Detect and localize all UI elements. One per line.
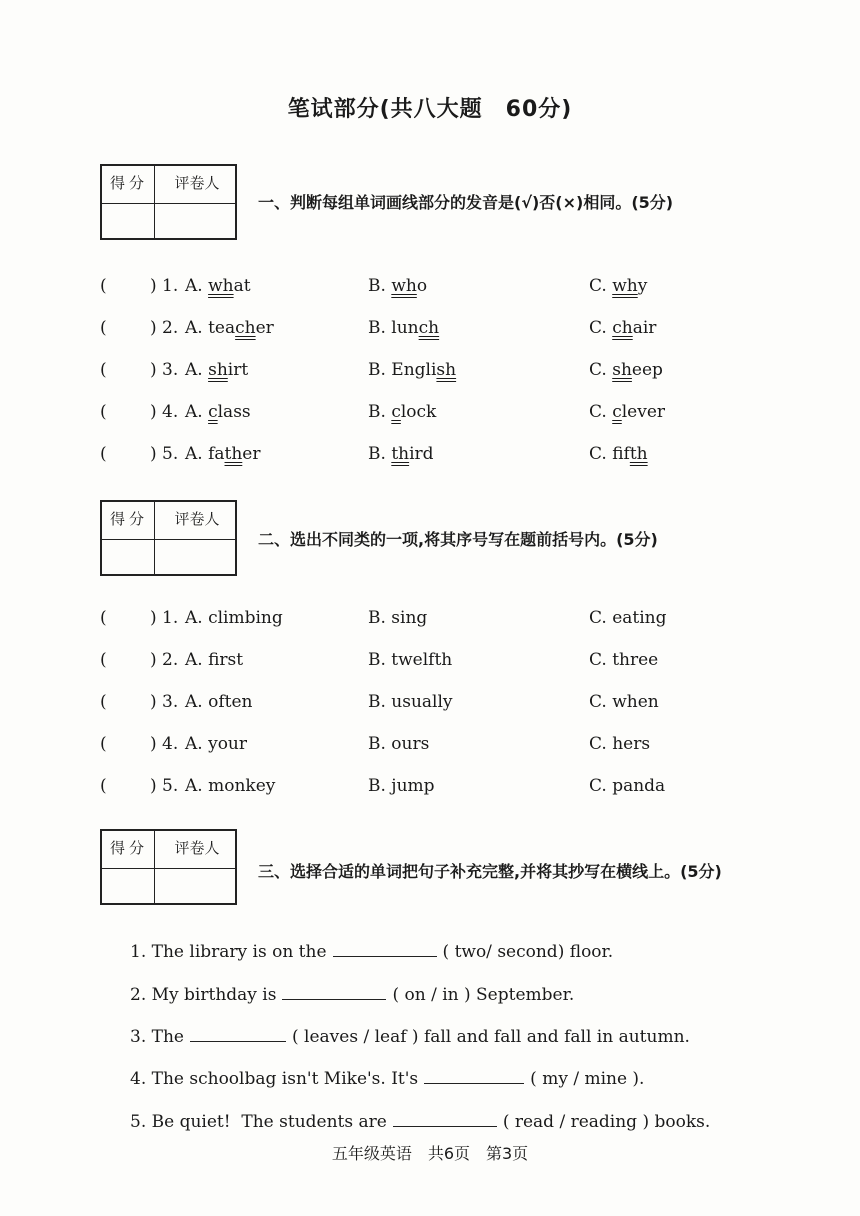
question-text: 2. My birthday is <box>130 985 277 1005</box>
grader-label: 评卷人 <box>174 839 220 857</box>
answer-paren-right: ) <box>150 734 157 754</box>
answer-paren-right: ) <box>150 650 157 670</box>
question-row <box>0 776 860 802</box>
option-c: C. chair <box>589 318 657 338</box>
question-row <box>0 402 860 428</box>
option-a: A. climbing <box>185 608 283 628</box>
answer-blank[interactable] <box>190 1027 286 1042</box>
question-options: ( my / mine ). <box>530 1069 645 1089</box>
answer-blank[interactable] <box>333 942 437 957</box>
question-number: 2. <box>162 318 179 338</box>
page-title: 笔试部分(共八大题 60分) <box>287 97 573 122</box>
underlined-letters: wh <box>612 276 638 296</box>
answer-paren-left[interactable]: ( <box>100 608 107 628</box>
answer-paren-right: ) <box>150 276 157 296</box>
option-b: B. twelfth <box>368 650 453 670</box>
answer-paren-left[interactable]: ( <box>100 444 107 464</box>
answer-paren-left[interactable]: ( <box>100 360 107 380</box>
question-row <box>0 692 860 718</box>
underlined-letters: wh <box>391 276 417 296</box>
underlined-letters: sh <box>208 360 228 380</box>
answer-paren-left[interactable]: ( <box>100 402 107 422</box>
question-number: 5. <box>162 776 179 796</box>
option-b: B. jump <box>368 776 435 796</box>
answer-paren-left[interactable]: ( <box>100 276 107 296</box>
option-a: A. first <box>185 650 244 670</box>
score-label: 得分 <box>109 174 148 192</box>
question-row <box>0 650 860 676</box>
question-row <box>0 734 860 760</box>
question-number: 1. <box>162 608 179 628</box>
option-b: B. clock <box>368 402 437 422</box>
grader-label: 评卷人 <box>174 174 220 192</box>
page-footer: 五年级英语 共6页 第3页 <box>331 1144 529 1163</box>
question-text: 4. The schoolbag isn't Mike's. It's <box>130 1069 419 1089</box>
answer-paren-right: ) <box>150 692 157 712</box>
underlined-letters: th <box>629 444 648 464</box>
answer-paren-right: ) <box>150 402 157 422</box>
option-a: A. father <box>185 444 261 464</box>
option-b: B. who <box>368 276 428 296</box>
underlined-letters: th <box>391 444 410 464</box>
option-c: C. sheep <box>589 360 663 380</box>
question-number: 2. <box>162 650 179 670</box>
answer-paren-left[interactable]: ( <box>100 734 107 754</box>
question-number: 3. <box>162 360 179 380</box>
question-text: 3. The <box>130 1027 184 1047</box>
question-options: ( on / in ) September. <box>392 985 575 1005</box>
answer-paren-right: ) <box>150 776 157 796</box>
answer-blank[interactable] <box>282 985 386 1000</box>
underlined-letters: ch <box>418 318 440 338</box>
fill-in-question <box>130 1027 690 1047</box>
score-label: 得分 <box>109 510 148 528</box>
underlined-letters: sh <box>612 360 632 380</box>
fill-in-question <box>130 985 574 1005</box>
answer-paren-left[interactable]: ( <box>100 692 107 712</box>
option-b: B. third <box>368 444 434 464</box>
question-options: ( read / reading ) books. <box>502 1112 711 1132</box>
section3-heading: 三、选择合适的单词把句子补充完整,并将其抄写在横线上。(5分) <box>258 862 722 881</box>
answer-paren-left[interactable]: ( <box>100 776 107 796</box>
option-a: A. class <box>185 402 251 422</box>
question-number: 4. <box>162 734 179 754</box>
answer-blank[interactable] <box>424 1069 524 1084</box>
answer-paren-right: ) <box>150 318 157 338</box>
underlined-letters: c <box>612 402 622 422</box>
section2-heading: 二、选出不同类的一项,将其序号写在题前括号内。(5分) <box>258 530 658 549</box>
option-b: B. sing <box>368 608 428 628</box>
underlined-letters: c <box>208 402 218 422</box>
score-label: 得分 <box>109 839 148 857</box>
answer-paren-left[interactable]: ( <box>100 650 107 670</box>
question-text: 1. The library is on the <box>130 942 327 962</box>
option-c: C. panda <box>589 776 666 796</box>
answer-paren-right: ) <box>150 444 157 464</box>
fill-in-question <box>130 942 613 962</box>
section1-heading: 一、判断每组单词画线部分的发音是(√)否(×)相同。(5分) <box>258 193 674 212</box>
option-a: A. your <box>185 734 247 754</box>
answer-blank[interactable] <box>393 1112 497 1127</box>
fill-in-question <box>130 1069 644 1089</box>
question-number: 4. <box>162 402 179 422</box>
answer-paren-right: ) <box>150 608 157 628</box>
option-b: B. English <box>368 360 457 380</box>
question-row <box>0 276 860 302</box>
question-options: ( leaves / leaf ) fall and fall and fall in autumn. <box>291 1027 690 1047</box>
option-a: A. teacher <box>185 318 274 338</box>
underlined-letters: ch <box>235 318 256 338</box>
option-c: C. three <box>589 650 659 670</box>
question-row <box>0 444 860 470</box>
score-box <box>100 164 237 240</box>
question-row <box>0 318 860 344</box>
option-c: C. fifth <box>589 444 648 464</box>
question-number: 3. <box>162 692 179 712</box>
question-row <box>0 608 860 634</box>
option-a: A. often <box>185 692 253 712</box>
fill-in-question <box>130 1112 710 1132</box>
option-c: C. hers <box>589 734 651 754</box>
option-c: C. clever <box>589 402 666 422</box>
question-number: 1. <box>162 276 179 296</box>
option-a: A. monkey <box>185 776 276 796</box>
option-b: B. ours <box>368 734 430 754</box>
grader-label: 评卷人 <box>174 510 220 528</box>
question-number: 5. <box>162 444 179 464</box>
option-c: C. why <box>589 276 648 296</box>
underlined-letters: th <box>224 444 243 464</box>
option-a: A. what <box>185 276 251 296</box>
option-c: C. eating <box>589 608 667 628</box>
option-a: A. shirt <box>185 360 249 380</box>
question-text: 5. Be quiet! The students are <box>130 1112 387 1132</box>
answer-paren-left[interactable]: ( <box>100 318 107 338</box>
underlined-letters: ch <box>612 318 633 338</box>
option-c: C. when <box>589 692 659 712</box>
score-box <box>100 500 237 576</box>
underlined-letters: c <box>391 402 401 422</box>
question-options: ( two/ second) floor. <box>442 942 614 962</box>
question-row <box>0 360 860 386</box>
option-b: B. usually <box>368 692 453 712</box>
underlined-letters: sh <box>436 360 457 380</box>
score-box <box>100 829 237 905</box>
underlined-letters: wh <box>208 276 234 296</box>
option-b: B. lunch <box>368 318 440 338</box>
answer-paren-right: ) <box>150 360 157 380</box>
